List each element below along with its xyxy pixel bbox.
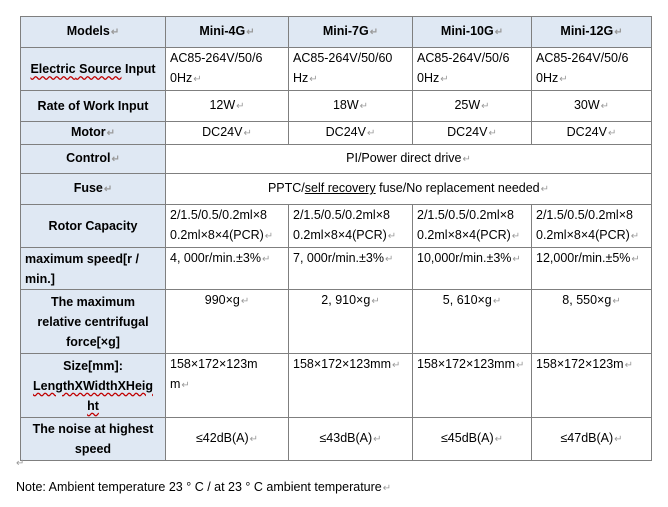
table-row [21,354,652,418]
table-cell: 25W↵ [413,91,532,122]
spec-table [20,16,652,461]
table-cell: 30W↵ [532,91,652,122]
table-row [21,174,652,205]
table-cell: AC85-264V/50/6 0Hz↵ [413,48,532,91]
table-cell: 2/1.5/0.5/0.2ml×8 0.2ml×8×4(PCR)↵ [532,205,652,248]
table-cell: DC24V↵ [289,122,413,145]
table-cell: 158×172×123m m↵ [166,354,289,418]
row-label: The noise at highest speed [21,418,166,461]
table-cell: 2/1.5/0.5/0.2ml×8 0.2ml×8×4(PCR)↵ [289,205,413,248]
header-cell: Mini-12G↵ [532,17,652,48]
row-label: maximum speed[r / min.] [21,248,166,290]
table-row [21,248,652,290]
header-cell: Mini-7G↵ [289,17,413,48]
header-cell: Mini-10G↵ [413,17,532,48]
table-cell: 158×172×123mm↵ [289,354,413,418]
table-cell: 990×g↵ [166,290,289,354]
table-cell: 2/1.5/0.5/0.2ml×8 0.2ml×8×4(PCR)↵ [413,205,532,248]
merged-cell: PI/Power direct drive↵ [166,145,652,174]
table-cell: ≤45dB(A)↵ [413,418,532,461]
table-row [21,290,652,354]
table-row [21,91,652,122]
table-cell: 8, 550×g↵ [532,290,652,354]
table-cell: 7, 000r/min.±3%↵ [289,248,413,290]
table-cell: ≤42dB(A)↵ [166,418,289,461]
row-label: The maximum relative centrifugal force[×g] [21,290,166,354]
table-cell: 5, 610×g↵ [413,290,532,354]
table-row [21,48,652,91]
table-row [21,145,652,174]
table-cell: DC24V↵ [166,122,289,145]
header-cell: Models↵ [21,17,166,48]
table-row [21,418,652,461]
table-cell: ≤47dB(A)↵ [532,418,652,461]
row-label: Fuse↵ [21,174,166,205]
table-cell: AC85-264V/50/60 Hz↵ [289,48,413,91]
table-cell: ≤43dB(A)↵ [289,418,413,461]
row-label: Control↵ [21,145,166,174]
table-cell: 158×172×123mm↵ [413,354,532,418]
row-label: Size[mm]: LengthXWidthXHeig ht [21,354,166,418]
footnote: Note: Ambient temperature 23 ° C / at 23 ° C ambient temperature↵ [16,480,392,494]
table-cell: AC85-264V/50/6 0Hz↵ [166,48,289,91]
table-cell: 2/1.5/0.5/0.2ml×8 0.2ml×8×4(PCR)↵ [166,205,289,248]
table-cell: DC24V↵ [413,122,532,145]
header-cell: Mini-4G↵ [166,17,289,48]
table-cell: 2, 910×g↵ [289,290,413,354]
table-row [21,205,652,248]
table-cell: 4, 000r/min.±3%↵ [166,248,289,290]
merged-cell: PPTC/self recovery fuse/No replacement needed↵ [166,174,652,205]
row-label: Electric Source Input [21,48,166,91]
table-cell: AC85-264V/50/6 0Hz↵ [532,48,652,91]
table-cell: 10,000r/min.±3%↵ [413,248,532,290]
row-label: Motor↵ [21,122,166,145]
table-cell: 12,000r/min.±5%↵ [532,248,652,290]
row-label: Rotor Capacity [21,205,166,248]
table-cell: 18W↵ [289,91,413,122]
table-row [21,122,652,145]
table-header-row [21,17,652,48]
table-cell: 158×172×123m↵ [532,354,652,418]
table-cell: DC24V↵ [532,122,652,145]
table-cell: 12W↵ [166,91,289,122]
paragraph-mark: ↵ [16,458,25,469]
row-label: Rate of Work Input [21,91,166,122]
